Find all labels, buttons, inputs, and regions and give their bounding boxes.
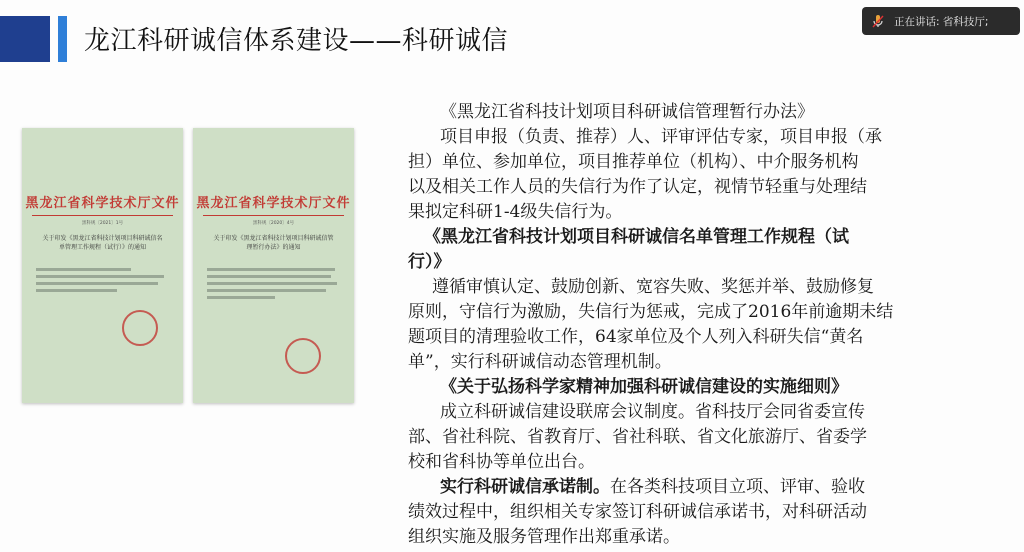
document-number: 黑科规〔2020〕4号: [252, 221, 295, 226]
speaker-mic-icon: [870, 13, 886, 29]
p3-title: 《关于弘扬科学家精神加强科研诚信建设的实施细则》: [440, 377, 848, 397]
document-number: 黑科规〔2021〕1号: [81, 221, 124, 226]
p3-line: 校和省科协等单位出台。: [408, 452, 595, 472]
document-subject: 关于印发《黑龙江省科技计划项目科研诚信管理暂行办法》的通知: [213, 235, 334, 251]
document-body-lines: [207, 268, 342, 303]
red-seal-stamp: [122, 310, 158, 346]
p4-line-rest: 在各类科技项目立项、评审、验收: [610, 477, 865, 497]
document-header: 黑龙江省科学技术厅文件: [196, 196, 351, 211]
p4-line: 组织实施及服务管理作出郑重承诺。: [408, 527, 680, 547]
p4-line: [408, 475, 948, 500]
p2-line: 题项目的清理验收工作，64家单位及个人列入科研失信“黄名: [408, 327, 864, 347]
p1-line: 担）单位、参加单位，项目推荐单位（机构）、中介服务机构: [408, 152, 859, 172]
document-divider: [32, 215, 173, 216]
p2-line: 单”，实行科研诚信动态管理机制。: [408, 352, 672, 372]
p2-title: 《黑龙江省科技计划项目科研诚信名单管理工作规程（试: [424, 227, 849, 247]
p3-line: 部、省社科院、省教育厅、省社科联、省文化旅游厅、省委学: [408, 427, 867, 447]
speaking-indicator[interactable]: [862, 7, 1020, 35]
title-accent-block: [0, 16, 50, 62]
document-header: 黑龙江省科学技术厅文件: [25, 196, 180, 211]
slide-title: 龙江科研诚信体系建设——科研诚信: [84, 26, 509, 56]
p2-line: 遵循审慎认定、鼓励创新、宽容失败、奖惩并举、鼓励修复: [432, 277, 874, 297]
document-image-right: [193, 128, 354, 403]
p2-title-cont: 行）》: [408, 252, 451, 272]
document-subject: 关于印发《黑龙江省科技计划项目科研诚信名单管理工作规程（试行）》的通知: [42, 235, 163, 251]
p1-line: 项目申报（负责、推荐）人、评审评估专家，项目申报（承: [440, 127, 882, 147]
title-accent-stripe: [58, 16, 67, 62]
p2-line: 原则，守信行为激励，失信行为惩戒，完成了2016年前逾期未结: [408, 302, 894, 322]
document-divider: [203, 215, 344, 216]
speaking-label: 正在讲话: 省科技厅;: [894, 15, 989, 28]
document-image-left: [22, 128, 183, 403]
p1-title: 《黑龙江省科技计划项目科研诚信管理暂行办法》: [440, 102, 814, 122]
p4-bold-lead: 实行科研诚信承诺制。: [440, 477, 610, 497]
red-seal-stamp: [285, 338, 321, 374]
p1-line: 果拟定科研1-4级失信行为。: [408, 202, 623, 222]
p1-line: 以及相关工作人员的失信行为作了认定，视情节轻重与处理结: [408, 177, 867, 197]
slide-body-text: [408, 100, 948, 550]
p4-line: 绩效过程中，组织相关专家签订科研诚信承诺书，对科研活动: [408, 502, 867, 522]
p3-line: 成立科研诚信建设联席会议制度。省科技厅会同省委宣传: [440, 402, 865, 422]
document-body-lines: [36, 268, 171, 296]
